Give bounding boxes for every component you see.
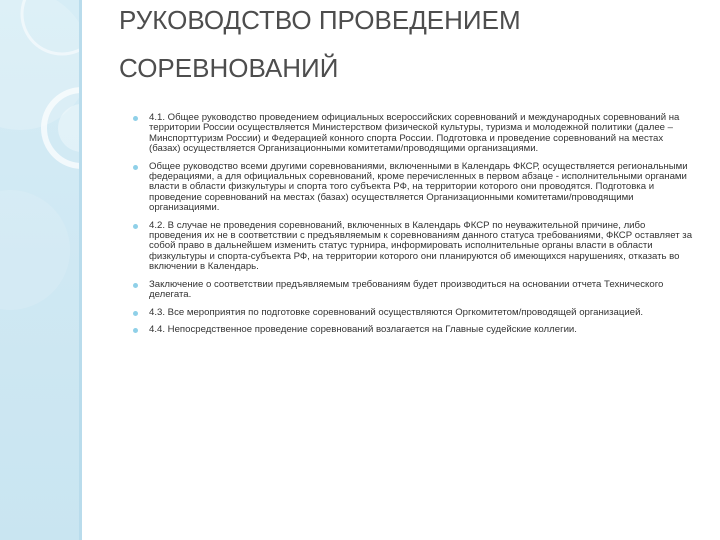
- list-item: [133, 308, 695, 318]
- list-item: [133, 221, 695, 273]
- bullet-icon: [133, 116, 138, 121]
- list-item: [133, 113, 695, 155]
- bullet-icon: [133, 165, 138, 170]
- bullet-icon: [133, 283, 138, 288]
- bullet-icon: [133, 224, 138, 229]
- list-item: [133, 280, 695, 301]
- list-item-text: Заключение о соответствии предъявляемым требованиям будет производиться на основании отчета Технического делегата.: [149, 278, 664, 301]
- decorative-sidebar: [0, 0, 79, 540]
- list-item-text: 4.1. Общее руководство проведением официальных всероссийских соревнований и международных соревнований на территории России осуществляется Министерством физической культуры, туризма и молодежной политики (далее – Минспорттуризм России) и Федерацией конного спорта России. Подготовка и проведение соревнований на местах (базах) осуществляется Организационными комитетами/проводящими организациями.: [149, 112, 680, 155]
- list-item: [133, 325, 695, 335]
- bullet-list: [133, 113, 695, 342]
- bullet-icon: [133, 311, 138, 316]
- list-item-text: Общее руководство всеми другими соревнованиями, включенными в Календарь ФКСР, осуществляется региональными федерациями, а для официальных соревнований, кроме перечисленных в первом абзаце - исполнительными органами власти в области физкультуры и спорта того субъекта РФ, на территории которого они проводятся. Подготовка и проведение соревнований на местах (базах) осуществляется Организационными комитетами/проводящими организациями.: [149, 160, 688, 214]
- list-item: [133, 162, 695, 214]
- title-line-1: РУКОВОДСТВО ПРОВЕДЕНИЕМ: [119, 5, 521, 35]
- list-item-text: 4.3. Все мероприятия по подготовке соревнований осуществляются Оргкомитетом/проводящей организацией.: [149, 306, 644, 318]
- sidebar-circles-decoration: [0, 0, 79, 540]
- list-item-text: 4.4. Непосредственное проведение соревнований возлагается на Главные судейские коллегии.: [149, 323, 577, 335]
- list-item-text: 4.2. В случае не проведения соревнований, включенных в Календарь ФКСР по неуважительной причине, либо проведения их не в соответствии с предъявляемым к соревнованиям данного статуса требованиями, ФКСР оставляет за собой право в дальнейшем изменить статус турнира, информировать исполнительные органы власти в области физкультуры и спорта-субъекта РФ, на территории которого они планируются об имеющихся нарушениях, отказать во включении в Календарь.: [149, 219, 693, 273]
- title-line-2: СОРЕВНОВАНИЙ: [119, 53, 339, 83]
- bullet-icon: [133, 328, 138, 333]
- decor-circle: [0, 190, 70, 310]
- sidebar-divider: [79, 0, 82, 540]
